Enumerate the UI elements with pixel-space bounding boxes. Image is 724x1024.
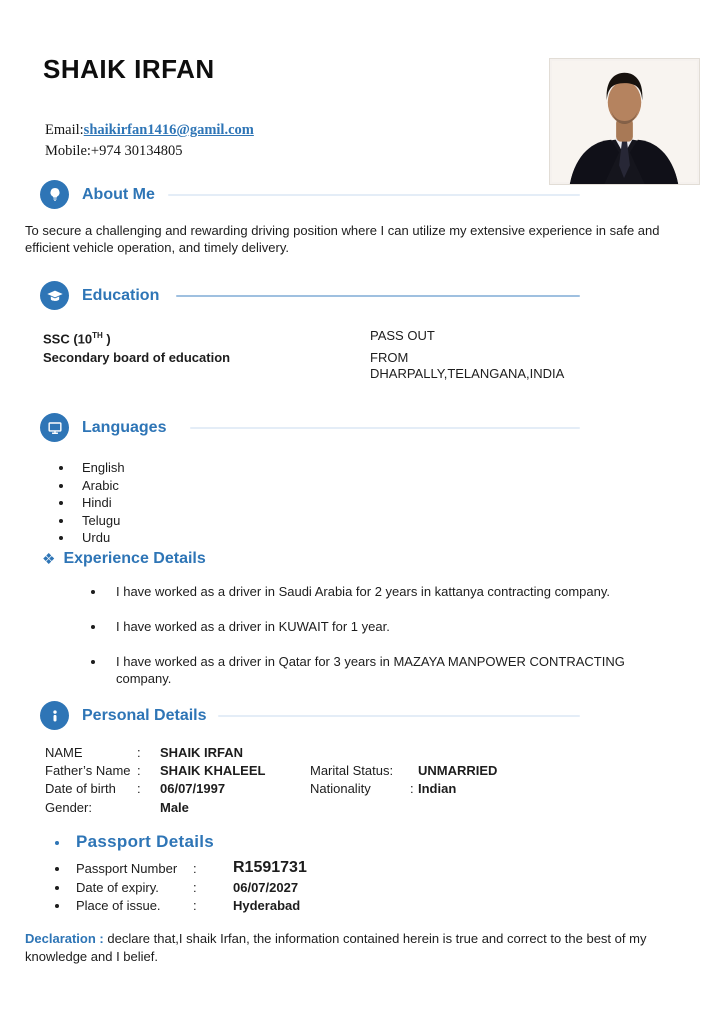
monitor-icon (40, 413, 69, 442)
personal-row-gender: Gender: Male (45, 800, 189, 815)
declaration (25, 930, 703, 966)
graduation-cap-icon (40, 281, 69, 310)
section-title-passport: Passport Details (76, 832, 215, 851)
lightbulb-icon (40, 180, 69, 209)
list-item: • I have worked as a driver in Saudi Arabia for 2 years in kattanya contracting company. (106, 583, 662, 600)
list-item: • English (74, 459, 125, 476)
declaration-label: Declaration : (25, 931, 104, 946)
list-item: • Urdu (74, 529, 125, 546)
education-result: PASS OUT (370, 328, 435, 343)
info-icon (40, 701, 69, 730)
portrait-illustration (550, 59, 699, 184)
section-rule (176, 295, 580, 297)
four-diamonds-icon: ❖ (42, 550, 56, 568)
languages-list (74, 459, 125, 547)
personal-row-father: Father’s Name : SHAIK KHALEEL (45, 763, 266, 778)
list-item: • Telugu (74, 512, 125, 529)
personal-row-name: NAME : SHAIK IRFAN (45, 745, 244, 760)
section-title-education: Education (82, 286, 160, 304)
passport-title-list (70, 832, 214, 852)
passport-list (70, 860, 307, 916)
contact-block (45, 120, 254, 162)
section-title-about: About Me (82, 185, 155, 203)
education-location: DHARPALLY,TELANGANA,INDIA (370, 366, 565, 381)
experience-list (106, 583, 662, 705)
list-item: • Hindi (74, 494, 125, 511)
email-label: Email: (45, 122, 84, 138)
section-rule (168, 194, 580, 196)
mobile-line: Mobile:+974 30134805 (45, 143, 183, 159)
section-rule (218, 715, 580, 717)
personal-row-marital: Marital Status: UNMARRIED (310, 763, 498, 778)
education-board: Secondary board of education (43, 350, 231, 365)
education-degree: SSC (10TH ) (43, 331, 111, 347)
section-rule (190, 427, 580, 429)
list-item: • Arabic (74, 477, 125, 494)
person-name: SHAIK IRFAN (43, 54, 215, 84)
section-title-languages: Languages (82, 418, 167, 436)
personal-row-nationality: Nationality : Indian (310, 781, 457, 796)
section-title-experience: Experience Details (63, 550, 206, 567)
list-item: • I have worked as a driver in Qatar for 3 years in MAZAYA MANPOWER CONTRACTING company. (106, 653, 662, 687)
personal-row-dob: Date of birth : 06/07/1997 (45, 781, 226, 796)
education-from (370, 350, 564, 382)
email-line (45, 120, 254, 141)
declaration-text: declare that,I shaik Irfan, the information contained herein is true and correct to the best of my knowledge and I belief. (25, 931, 647, 964)
profile-photo (549, 58, 700, 185)
education-from-label: FROM (370, 350, 409, 365)
list-item: • I have worked as a driver in KUWAIT for 1 year. (106, 618, 662, 635)
about-text: To secure a challenging and rewarding driving position where I can utilize my extensive experience in safe and efficient vehicle operation, and timely delivery. (25, 223, 660, 255)
email-link[interactable]: shaikirfan1416@gamil.com (83, 122, 254, 138)
list-item: • Passport Number : R1591731 (70, 860, 307, 879)
list-item: • Date of expiry. : 06/07/2027 (70, 879, 307, 898)
list-item: • Place of issue. : Hyderabad (70, 897, 307, 916)
section-title-personal: Personal Details (82, 706, 207, 724)
